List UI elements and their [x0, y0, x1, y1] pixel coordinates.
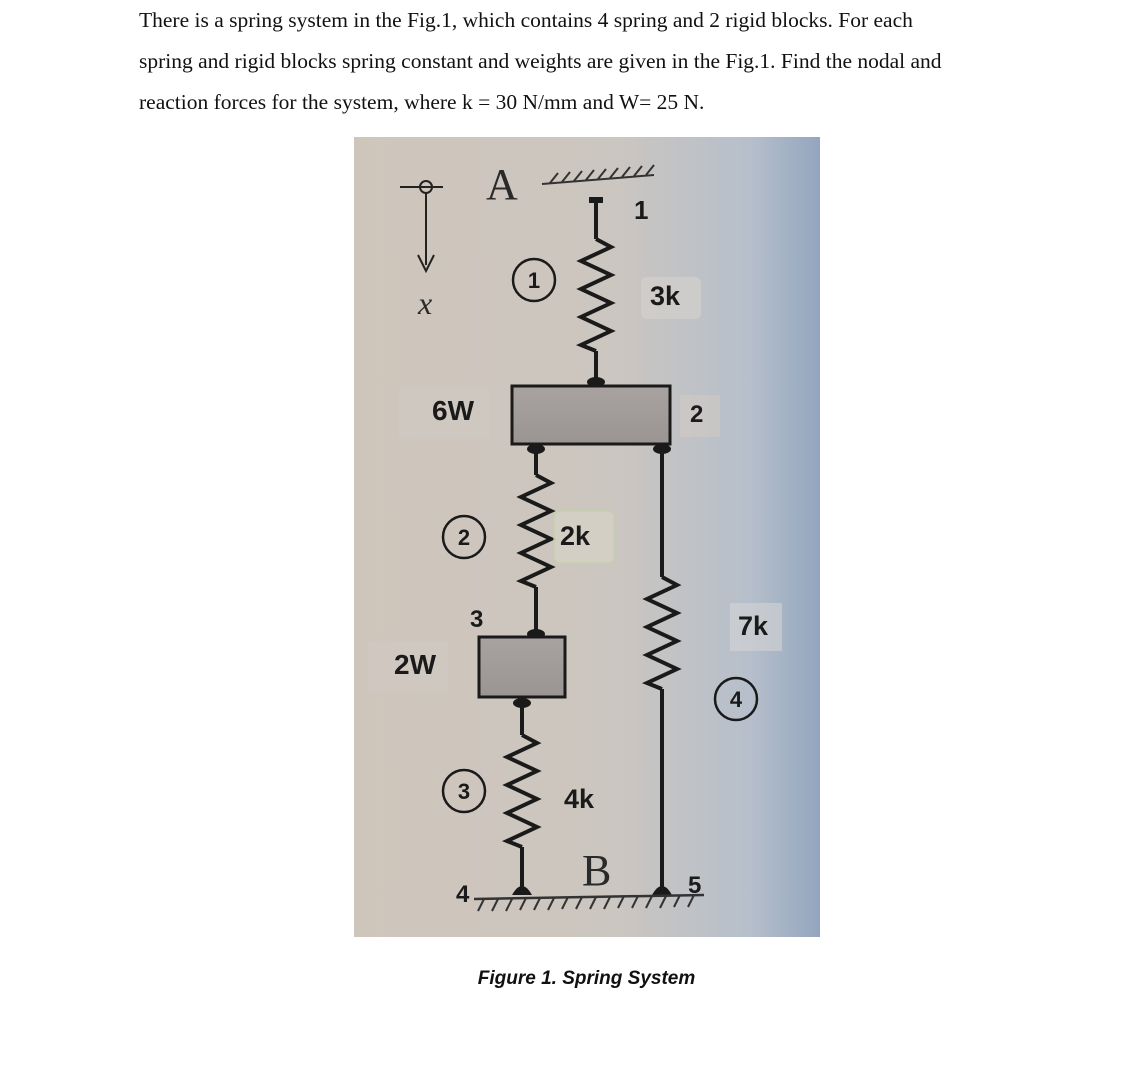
spring-system-figure — [354, 137, 820, 937]
svg-text:3: 3 — [457, 779, 471, 804]
lower-block-weight: 2W — [394, 649, 436, 680]
figure-caption: Figure 1. Spring System — [477, 968, 696, 989]
spring-2-constant: 2k — [560, 521, 591, 551]
support-b-label: B — [582, 846, 612, 895]
upper-block-weight: 6W — [432, 395, 474, 426]
problem-statement — [139, 0, 1039, 123]
node-1-label: 1 — [634, 195, 649, 225]
node-2-label: 2 — [690, 401, 704, 428]
spring-1-constant: 3k — [650, 281, 681, 311]
spring-3-constant: 4k — [564, 784, 595, 814]
svg-text:2: 2 — [457, 525, 471, 550]
node-5-label: 5 — [688, 872, 702, 899]
axis-label: x — [418, 285, 433, 321]
support-a-label: A — [486, 160, 518, 209]
node-4-label: 4 — [456, 881, 470, 908]
lower-rigid-block — [479, 637, 565, 697]
spring-4-constant: 7k — [738, 611, 769, 641]
svg-text:1: 1 — [527, 268, 541, 293]
node-3-label: 3 — [470, 606, 484, 633]
problem-line-2: spring and rigid blocks spring constant and weights are given in the Fig.1. Find the nodal and — [139, 49, 942, 73]
problem-line-1: There is a spring system in the Fig.1, which contains 4 spring and 2 rigid blocks. For each — [139, 8, 913, 32]
upper-rigid-block — [512, 386, 670, 444]
svg-text:4: 4 — [729, 687, 743, 712]
problem-line-3: reaction forces for the system, where k = 30 N/mm and W= 25 N. — [139, 90, 705, 114]
